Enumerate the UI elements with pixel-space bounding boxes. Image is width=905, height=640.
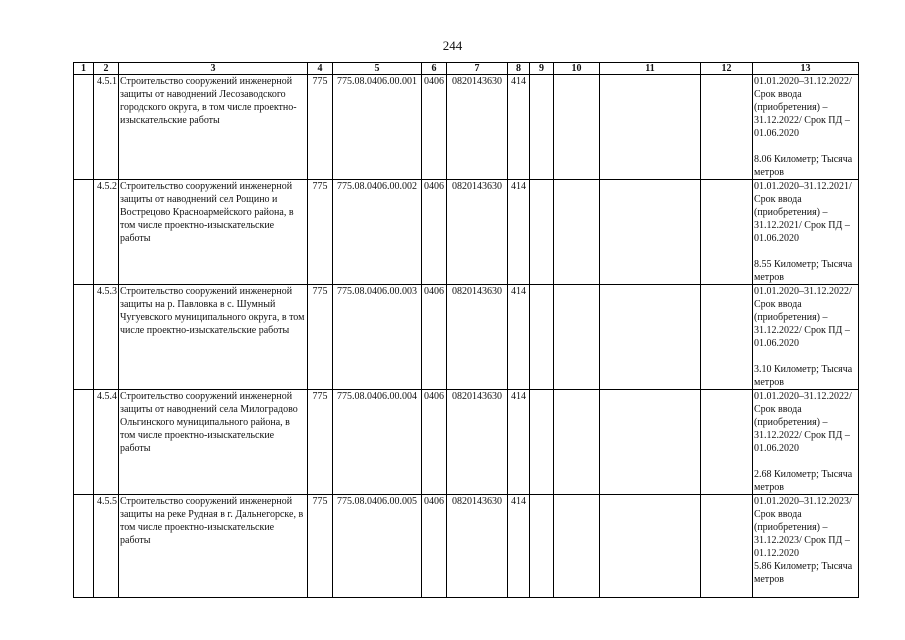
capacity-value: 5.86 Километр; Тысяча метров xyxy=(754,561,853,585)
expense-type-cell: 414 xyxy=(508,285,530,390)
row-index-cell xyxy=(74,75,94,180)
row-index-cell xyxy=(74,495,94,598)
table-row xyxy=(74,495,859,598)
expense-type-cell: 414 xyxy=(508,75,530,180)
empty-cell xyxy=(530,390,554,495)
terms-cell xyxy=(753,75,859,180)
header-cell: 8 xyxy=(508,63,530,75)
item-code-cell: 4.5.5 xyxy=(94,495,119,598)
ministry-code-cell: 775 xyxy=(308,495,333,598)
project-name-cell: Строительство сооружений инженерной защиты на р. Павловка в с. Шумный Чугуевского муниципального округа, в том числе проектно-изыскательские работы xyxy=(119,285,308,390)
capacity-value: 8.55 Километр; Тысяча метров xyxy=(754,259,853,283)
section-code-cell: 0406 xyxy=(422,390,447,495)
item-code-cell: 4.5.2 xyxy=(94,180,119,285)
capacity-value: 8.06 Километр; Тысяча метров xyxy=(754,154,853,178)
table-header xyxy=(74,63,859,75)
object-code-cell: 775.08.0406.00.001 xyxy=(333,75,422,180)
header-cell: 6 xyxy=(422,63,447,75)
table-row xyxy=(74,390,859,495)
section-code-cell: 0406 xyxy=(422,495,447,598)
section-code-cell: 0406 xyxy=(422,180,447,285)
table-body xyxy=(74,75,859,598)
target-article-cell: 0820143630 xyxy=(447,495,508,598)
empty-cell xyxy=(554,495,600,598)
header-cell: 5 xyxy=(333,63,422,75)
budget-table xyxy=(73,62,859,598)
header-cell: 1 xyxy=(74,63,94,75)
empty-cell xyxy=(701,75,753,180)
page-number: 244 xyxy=(442,38,463,53)
header-cell: 4 xyxy=(308,63,333,75)
header-cell: 13 xyxy=(753,63,859,75)
header-cell: 11 xyxy=(600,63,701,75)
capacity-value: 3.10 Километр; Тысяча метров xyxy=(754,364,853,388)
construction-terms: 01.01.2020–31.12.2022/ Срок ввода (приобретения) – 31.12.2022/ Срок ПД – 01.06.2020 xyxy=(754,391,852,454)
empty-cell xyxy=(600,75,701,180)
section-code-cell: 0406 xyxy=(422,75,447,180)
empty-cell xyxy=(530,495,554,598)
row-index-cell xyxy=(74,180,94,285)
header-cell: 9 xyxy=(530,63,554,75)
empty-cell xyxy=(530,75,554,180)
target-article-cell: 0820143630 xyxy=(447,180,508,285)
terms-cell xyxy=(753,495,859,598)
header-cell: 12 xyxy=(701,63,753,75)
project-name-cell: Строительство сооружений инженерной защиты на реке Рудная в г. Дальнегорске, в том числе проектно-изыскательские работы xyxy=(119,495,308,598)
construction-terms: 01.01.2020–31.12.2022/ Срок ввода (приобретения) – 31.12.2022/ Срок ПД – 01.06.2020 xyxy=(754,286,852,349)
expense-type-cell: 414 xyxy=(508,495,530,598)
item-code-cell: 4.5.3 xyxy=(94,285,119,390)
table-row xyxy=(74,75,859,180)
terms-cell xyxy=(753,180,859,285)
project-name-cell: Строительство сооружений инженерной защиты от наводнений села Милоградово Ольгинского муниципального района, в том числе проектно-изыскательские работы xyxy=(119,390,308,495)
empty-cell xyxy=(554,390,600,495)
item-code-cell: 4.5.4 xyxy=(94,390,119,495)
object-code-cell: 775.08.0406.00.002 xyxy=(333,180,422,285)
construction-terms: 01.01.2020–31.12.2023/ Срок ввода (приобретения) – 31.12.2023/ Срок ПД – 01.12.2020 xyxy=(754,496,852,559)
row-index-cell xyxy=(74,390,94,495)
capacity-value: 2.68 Километр; Тысяча метров xyxy=(754,469,853,493)
construction-terms: 01.01.2020–31.12.2022/ Срок ввода (приобретения) – 31.12.2022/ Срок ПД – 01.06.2020 xyxy=(754,76,852,139)
header-cell: 10 xyxy=(554,63,600,75)
empty-cell xyxy=(600,495,701,598)
empty-cell xyxy=(701,495,753,598)
empty-cell xyxy=(554,285,600,390)
empty-cell xyxy=(701,390,753,495)
project-name-cell: Строительство сооружений инженерной защиты от наводнений сел Рощино и Вострецово Красноармейского района, в том числе проектно-изыскательские работы xyxy=(119,180,308,285)
ministry-code-cell: 775 xyxy=(308,75,333,180)
object-code-cell: 775.08.0406.00.004 xyxy=(333,390,422,495)
empty-cell xyxy=(530,285,554,390)
header-cell: 3 xyxy=(119,63,308,75)
ministry-code-cell: 775 xyxy=(308,285,333,390)
construction-terms: 01.01.2020–31.12.2021/ Срок ввода (приобретения) – 31.12.2021/ Срок ПД – 01.06.2020 xyxy=(754,181,852,244)
expense-type-cell: 414 xyxy=(508,390,530,495)
project-name-cell: Строительство сооружений инженерной защиты от наводнений Лесозаводского городского округа, в том числе проектно-изыскательские работы xyxy=(119,75,308,180)
section-code-cell: 0406 xyxy=(422,285,447,390)
object-code-cell: 775.08.0406.00.003 xyxy=(333,285,422,390)
empty-cell xyxy=(600,285,701,390)
header-cell: 7 xyxy=(447,63,508,75)
item-code-cell: 4.5.1 xyxy=(94,75,119,180)
empty-cell xyxy=(701,285,753,390)
target-article-cell: 0820143630 xyxy=(447,285,508,390)
table-row xyxy=(74,285,859,390)
target-article-cell: 0820143630 xyxy=(447,75,508,180)
target-article-cell: 0820143630 xyxy=(447,390,508,495)
ministry-code-cell: 775 xyxy=(308,390,333,495)
empty-cell xyxy=(554,180,600,285)
table-row xyxy=(74,180,859,285)
row-index-cell xyxy=(74,285,94,390)
empty-cell xyxy=(554,75,600,180)
terms-cell xyxy=(753,390,859,495)
empty-cell xyxy=(600,180,701,285)
ministry-code-cell: 775 xyxy=(308,180,333,285)
empty-cell xyxy=(600,390,701,495)
object-code-cell: 775.08.0406.00.005 xyxy=(333,495,422,598)
terms-cell xyxy=(753,285,859,390)
header-cell: 2 xyxy=(94,63,119,75)
empty-cell xyxy=(530,180,554,285)
expense-type-cell: 414 xyxy=(508,180,530,285)
empty-cell xyxy=(701,180,753,285)
